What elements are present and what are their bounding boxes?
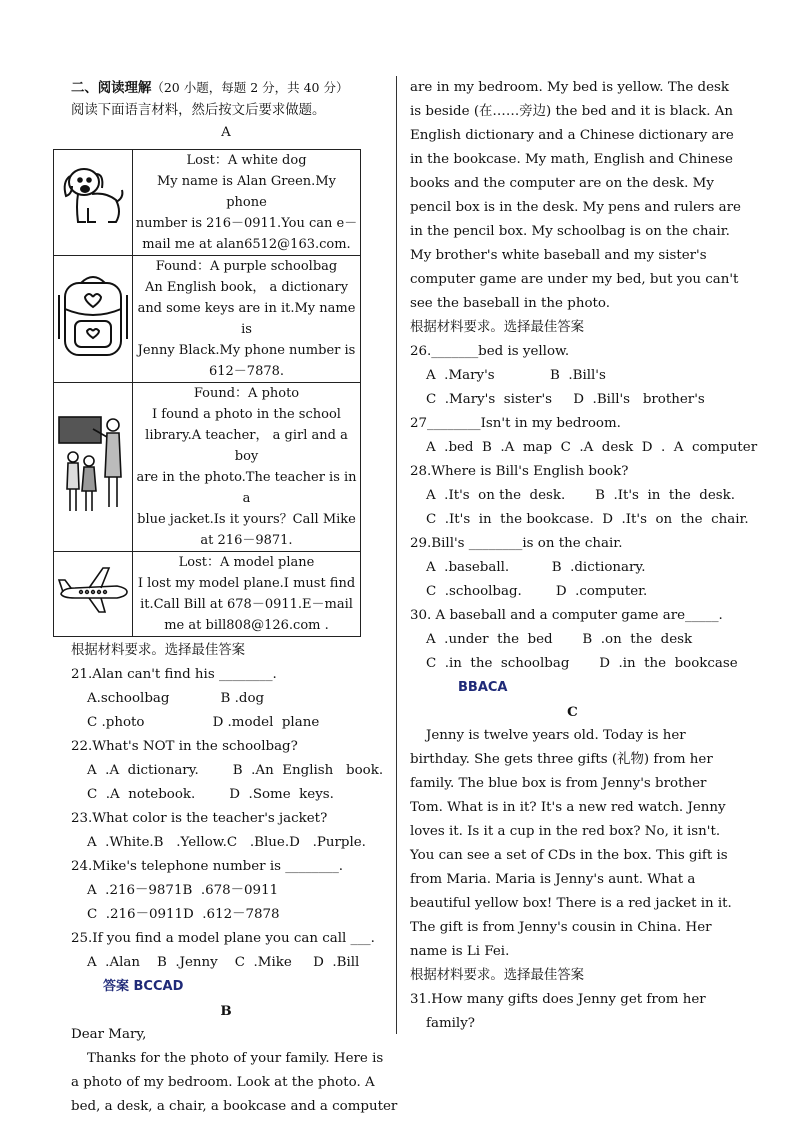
notice-line: are in the photo.The teacher is in a <box>136 470 357 506</box>
question-options: C .216－0911D .612－7878 <box>87 907 280 922</box>
question-stem: 22.What's NOT in the schoolbag? <box>71 739 298 754</box>
classroom-photo-icon <box>55 407 131 519</box>
question-27 <box>410 412 758 460</box>
notice-line: blue jacket.Is it yours？Call Mike <box>137 512 356 527</box>
question-21 <box>71 663 381 735</box>
airplane-icon <box>55 560 131 620</box>
passage-b-text-line: is beside (在……旁边) the bed and it is black. An <box>410 104 734 119</box>
question-options: A .Alan B .Jenny C .Mike D .Bill <box>87 955 360 970</box>
question-options: A .White.B .Yellow.C .Blue.D .Purple. <box>87 835 366 850</box>
question-24 <box>71 855 381 927</box>
notice-row <box>54 383 361 552</box>
question-options: A .bed B .A map C .A desk D . A computer <box>426 440 758 455</box>
question-31 <box>410 988 735 1036</box>
section-instruction: 阅读下面语言材料，然后按文后要求做题。 <box>71 103 326 118</box>
notice-line: mail me at alan6512@163.com. <box>142 237 351 252</box>
question-29 <box>410 532 735 604</box>
question-options: C .schoolbag. D .computer. <box>426 584 648 599</box>
schoolbag-icon <box>55 269 131 361</box>
notice-row <box>54 150 361 256</box>
question-stem: 27________Isn't in my bedroom. <box>410 416 621 431</box>
question-stem: 26._______bed is yellow. <box>410 344 570 359</box>
notice-line: it.Call Bill at 678－0911.E－mail <box>140 597 353 612</box>
question-stem: 30. A baseball and a computer game are_____. <box>410 608 723 623</box>
question-25 <box>71 927 381 975</box>
notice-title: Lost：A model plane <box>178 555 315 570</box>
notice-line: My name is Alan Green.My phone <box>157 174 336 210</box>
passage-c-text-line: loves it. Is it a cup in the red box? No, it isn't. <box>410 824 721 839</box>
passage-a-letter: A <box>221 125 231 140</box>
question-options: A .Mary's B .Bill's <box>426 368 606 383</box>
question-30 <box>410 604 738 676</box>
question-23 <box>71 807 381 855</box>
passage-b-text-line: are in my bedroom. My bed is yellow. The desk <box>410 80 730 95</box>
question-options: C .in the schoolbag D .in the bookcase <box>426 656 738 671</box>
notice-line: me at bill808@126.com . <box>164 618 329 633</box>
passage-b-text-line: bed, a desk, a chair, a bookcase and a computer <box>71 1099 398 1114</box>
passage-c-text-line: birthday. She gets three gifts (礼物) from her <box>410 752 713 767</box>
notice-line: and some keys are in it.My name is <box>137 301 356 337</box>
passage-b-text-line: pencil box is in the desk. My pens and rulers are <box>410 200 741 215</box>
passage-b-text-line: books and the computer are on the desk. My <box>410 176 714 191</box>
notice-line: number is 216－0911.You can e－ <box>135 216 358 231</box>
passage-b-text-line: in the pencil box. My schoolbag is on the chair. <box>410 224 730 239</box>
notice-line: Jenny Black.My phone number is <box>137 343 356 358</box>
notice-line: 612－7878. <box>208 364 285 379</box>
question-22 <box>71 735 384 807</box>
passage-c-instruction: 根据材料要求。选择最佳答案 <box>410 968 585 983</box>
passage-c-text-line: You can see a set of CDs in the box. This gift is <box>410 848 728 863</box>
question-options: A .under the bed B .on the desk <box>426 632 693 647</box>
section-heading: 二、阅读理解 <box>71 80 152 96</box>
left-column <box>71 76 398 1119</box>
passage-c-text-line: name is Li Fei. <box>410 944 510 959</box>
notice-text <box>133 150 361 256</box>
notice-line: An English book， a dictionary <box>144 280 349 295</box>
passage-a-answer: 答案 BCCAD <box>103 979 184 994</box>
section-heading-line <box>71 76 381 101</box>
letter-salutation: Dear Mary, <box>71 1027 147 1042</box>
question-options: C .photo D .model plane <box>87 715 320 730</box>
question-options: A .It's on the desk. B .It's in the desk. <box>426 488 736 503</box>
notice-picture <box>54 383 133 552</box>
passage-b-instruction: 根据材料要求。选择最佳答案 <box>410 320 585 335</box>
question-stem-continued: family? <box>426 1016 475 1031</box>
passage-c-text-line: from Maria. Maria is Jenny's aunt. What a <box>410 872 696 887</box>
passage-b-text-line: English dictionary and a Chinese dictionary are <box>410 128 734 143</box>
notice-line: I found a photo in the school <box>152 407 341 422</box>
question-options: A .216－9871B .678－0911 <box>87 883 279 898</box>
question-26 <box>410 340 735 412</box>
right-column <box>410 76 758 1036</box>
notice-text <box>133 256 361 383</box>
passage-c-text-line: beautiful yellow box! There is a red jacket in it. <box>410 896 732 911</box>
passage-c-text-line: Jenny is twelve years old. Today is her <box>426 728 686 743</box>
notice-text <box>133 383 361 552</box>
question-stem: 24.Mike's telephone number is ________. <box>71 859 344 874</box>
passage-c-text-line: Tom. What is in it? It's a new red watch. Jenny <box>410 800 726 815</box>
passage-b-text-line: computer game are under my bed, but you can't <box>410 272 739 287</box>
question-stem: 31.How many gifts does Jenny get from her <box>410 992 706 1007</box>
notice-row <box>54 256 361 383</box>
notice-title: Found：A purple schoolbag <box>155 259 338 274</box>
question-stem: 29.Bill's ________is on the chair. <box>410 536 623 551</box>
passage-b-answer: BBACA <box>458 680 508 695</box>
question-options: C .A notebook. D .Some keys. <box>87 787 334 802</box>
notice-text <box>133 552 361 637</box>
notice-row <box>54 552 361 637</box>
notice-picture <box>54 150 133 256</box>
column-divider <box>396 76 397 1034</box>
question-options: A .baseball. B .dictionary. <box>426 560 646 575</box>
question-stem: 28.Where is Bill's English book? <box>410 464 629 479</box>
passage-b-text-line: Thanks for the photo of your family. Here is <box>87 1051 384 1066</box>
question-options: C .It's in the bookcase. D .It's on the chair. <box>426 512 749 527</box>
notice-title: Found：A photo <box>193 386 300 401</box>
passage-c-letter: C <box>567 704 578 720</box>
notice-title: Lost：A white dog <box>186 153 307 168</box>
passage-b-text-line: see the baseball in the photo. <box>410 296 610 311</box>
passage-b-text-line: in the bookcase. My math, English and Chinese <box>410 152 733 167</box>
passage-c-text-line: family. The blue box is from Jenny's brother <box>410 776 707 791</box>
question-options: A.schoolbag B .dog <box>87 691 265 706</box>
notices-table <box>53 149 361 637</box>
question-stem: 25.If you find a model plane you can call ___. <box>71 931 375 946</box>
notice-picture <box>54 256 133 383</box>
question-stem: 23.What color is the teacher's jacket? <box>71 811 328 826</box>
notice-line: at 216－9871. <box>200 533 293 548</box>
passage-c-text-line: The gift is from Jenny's cousin in China. Her <box>410 920 712 935</box>
passage-a-instruction: 根据材料要求。选择最佳答案 <box>71 643 246 658</box>
question-options: A .A dictionary. B .An English book. <box>87 763 384 778</box>
question-28 <box>410 460 749 532</box>
passage-b-letter: B <box>220 1003 232 1019</box>
question-options: C .Mary's sister's D .Bill's brother's <box>426 392 705 407</box>
section-heading-note: （20 小题，每题 2 分，共 40 分） <box>151 80 349 95</box>
passage-b-text-line: a photo of my bedroom. Look at the photo. A <box>71 1075 375 1090</box>
dog-icon <box>58 160 128 236</box>
notice-picture <box>54 552 133 637</box>
question-stem: 21.Alan can't find his ________. <box>71 667 277 682</box>
notice-line: I lost my model plane.I must find <box>137 576 356 591</box>
passage-b-text-line: My brother's white baseball and my sister's <box>410 248 707 263</box>
notice-line: library.A teacher， a girl and a boy <box>145 428 348 464</box>
